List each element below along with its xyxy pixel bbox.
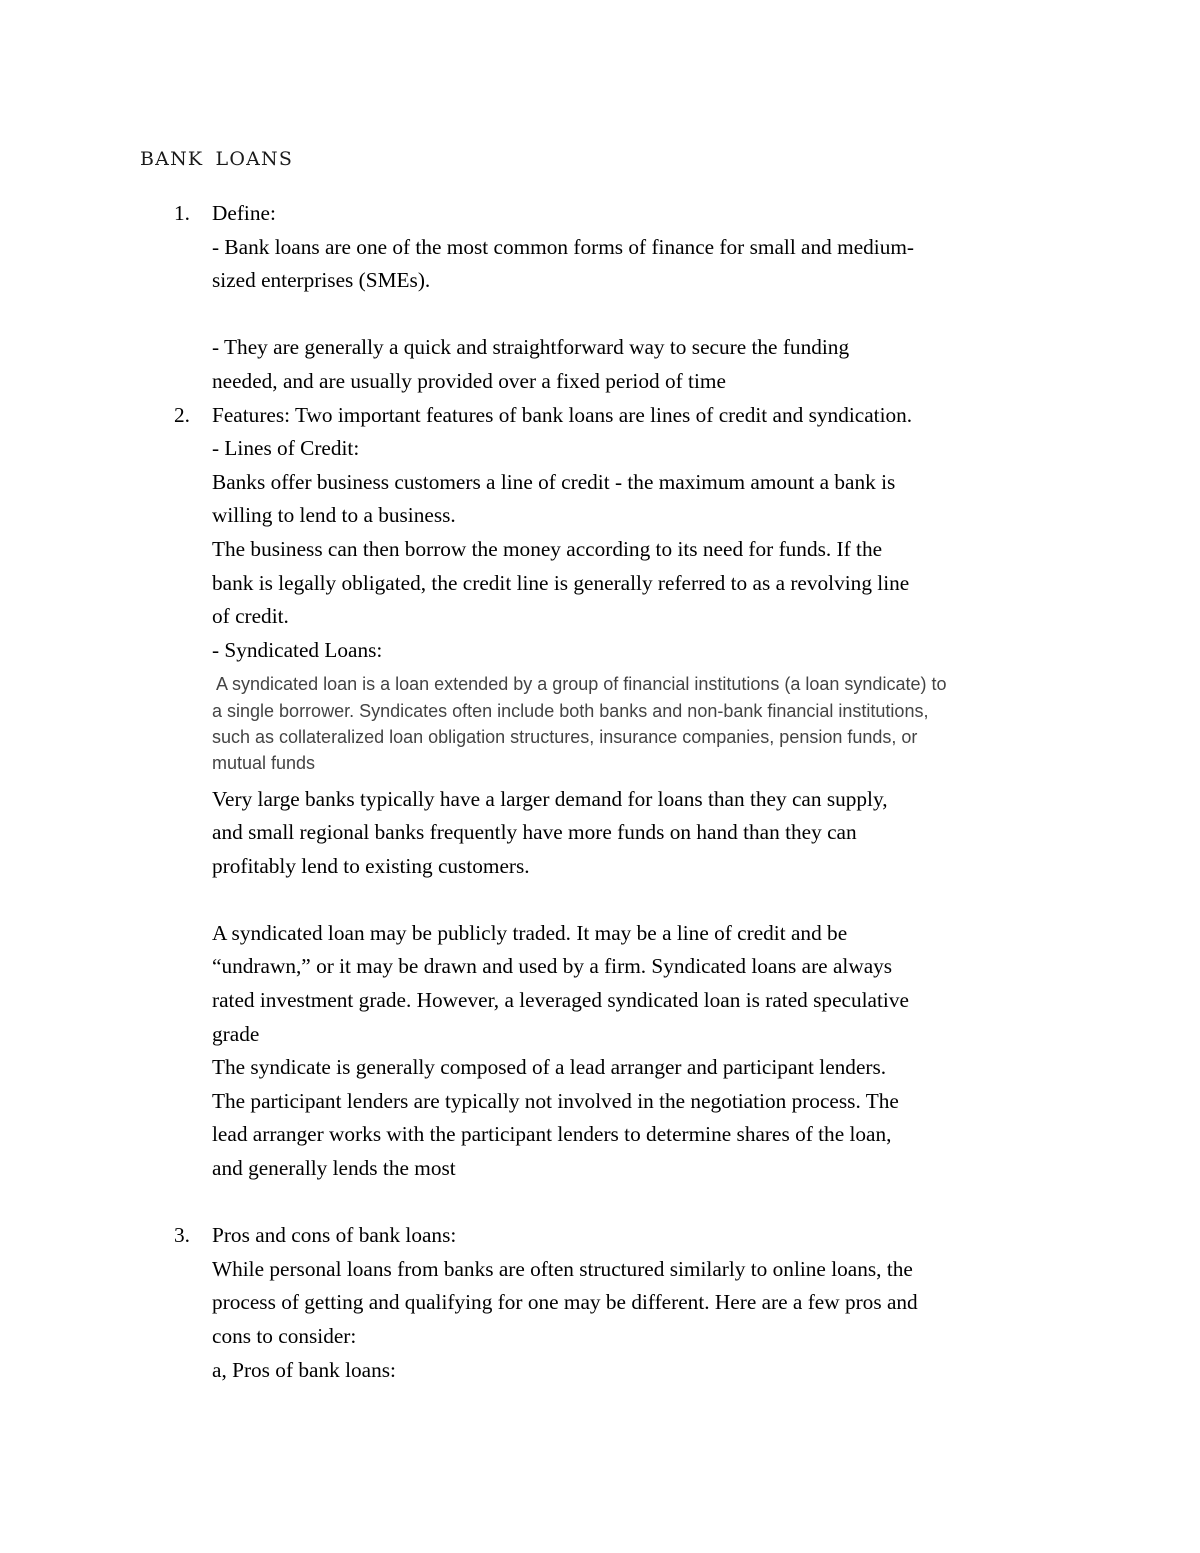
paragraph-line: grade bbox=[212, 1021, 260, 1046]
quote-line: mutual funds bbox=[212, 753, 316, 774]
section-heading: Features: Two important features of bank loans are lines of credit and syndication. bbox=[212, 402, 913, 427]
subheading-pros: a, Pros of bank loans: bbox=[212, 1357, 396, 1382]
document-body bbox=[174, 197, 1072, 1387]
paragraph-line: profitably lend to existing customers. bbox=[212, 853, 530, 878]
section-3 bbox=[174, 1219, 1072, 1253]
quote-line: a single borrower. Syndicates often include both banks and non-bank financial institutions, bbox=[212, 700, 929, 721]
quote-line: A syndicated loan is a loan extended by a group of financial institutions (a loan syndicate) to bbox=[212, 674, 947, 695]
paragraph-line: The participant lenders are typically not involved in the negotiation process. The bbox=[212, 1088, 899, 1113]
section-1 bbox=[174, 197, 1072, 231]
paragraph-line: of credit. bbox=[212, 604, 289, 629]
section-number: 3. bbox=[174, 1223, 190, 1248]
paragraph-line: The syndicate is generally composed of a lead arranger and participant lenders. bbox=[212, 1055, 887, 1080]
paragraph-line: Banks offer business customers a line of credit - the maximum amount a bank is bbox=[212, 469, 896, 494]
quoted-definition bbox=[212, 671, 1072, 776]
paragraph-line: lead arranger works with the participant lenders to determine shares of the loan, bbox=[212, 1122, 892, 1147]
paragraph-line: - Bank loans are one of the most common forms of finance for small and medium- bbox=[212, 234, 915, 259]
paragraph-line: bank is legally obligated, the credit line is generally referred to as a revolving line bbox=[212, 570, 910, 595]
paragraph-line: The business can then borrow the money according to its need for funds. If the bbox=[212, 536, 883, 561]
section-heading: Pros and cons of bank loans: bbox=[212, 1223, 457, 1248]
section-heading: Define: bbox=[212, 201, 276, 225]
page-title: BANK LOANS bbox=[140, 148, 294, 170]
paragraph-line: Very large banks typically have a larger demand for loans than they can supply, bbox=[212, 786, 888, 811]
subheading-syndicated-loans: - Syndicated Loans: bbox=[212, 637, 383, 662]
paragraph-line: - They are generally a quick and straightforward way to secure the funding bbox=[212, 335, 850, 360]
subheading-lines-of-credit: - Lines of Credit: bbox=[212, 436, 360, 461]
spacer bbox=[212, 883, 1072, 917]
section-2 bbox=[174, 399, 1072, 433]
paragraph-line: A syndicated loan may be publicly traded. It may be a line of credit and be bbox=[212, 920, 848, 945]
paragraph-line: needed, and are usually provided over a fixed period of time bbox=[212, 368, 726, 393]
paragraph-line: “undrawn,” or it may be drawn and used by a firm. Syndicated loans are always bbox=[212, 954, 893, 979]
quote-line: such as collateralized loan obligation structures, insurance companies, pension funds, or bbox=[212, 726, 918, 747]
paragraph-line: and generally lends the most bbox=[212, 1156, 456, 1181]
paragraph-line: process of getting and qualifying for one may be different. Here are a few pros and bbox=[212, 1290, 918, 1315]
paragraph-line: and small regional banks frequently have more funds on hand than they can bbox=[212, 820, 857, 845]
paragraph-line: rated investment grade. However, a leveraged syndicated loan is rated speculative bbox=[212, 988, 909, 1013]
section-number: 1. bbox=[174, 201, 190, 225]
spacer bbox=[212, 298, 1072, 332]
paragraph-line: willing to lend to a business. bbox=[212, 503, 456, 528]
paragraph-line: sized enterprises (SMEs). bbox=[212, 268, 431, 293]
paragraph-line: While personal loans from banks are often structured similarly to online loans, the bbox=[212, 1256, 913, 1281]
section-number: 2. bbox=[174, 402, 190, 427]
spacer bbox=[212, 1186, 1072, 1220]
paragraph-line: cons to consider: bbox=[212, 1324, 357, 1348]
